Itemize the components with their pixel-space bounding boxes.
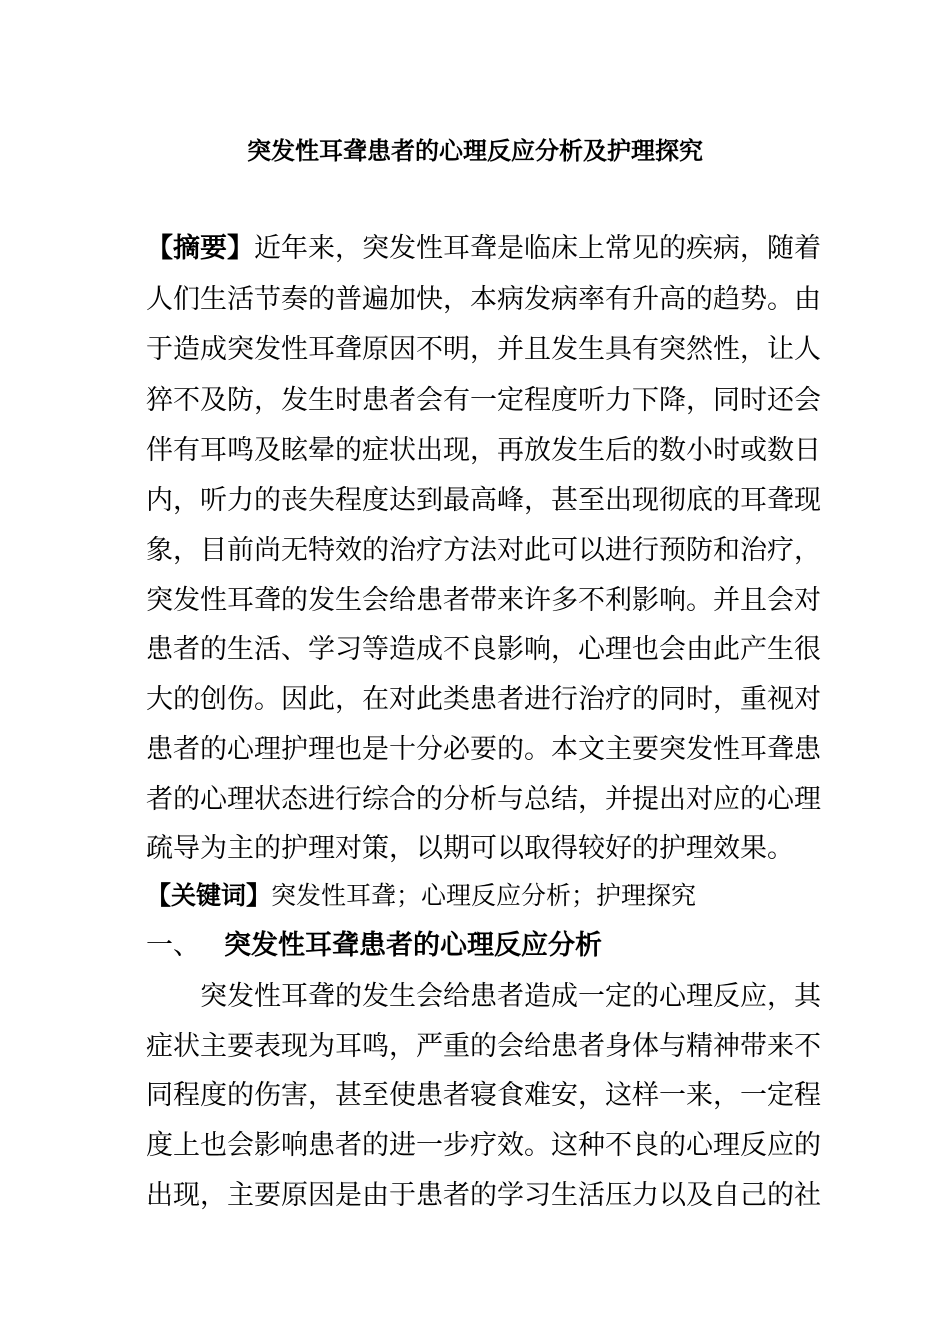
abstract-line-5: 伴有耳鸣及眩晕的症状出现，再放发生后的数小时或数日 [146,435,821,466]
section-paragraph-line-3: 同程度的伤害，甚至使患者寝食难安，这样一来，一定程 [146,1080,821,1111]
abstract-line-12: 者的心理状态进行综合的分析与总结，并提出对应的心理 [146,784,821,815]
abstract-line-8: 突发性耳聋的发生会给患者带来许多不利影响。并且会对 [146,585,821,616]
abstract-line-2: 人们生活节奏的普遍加快，本病发病率有升高的趋势。由 [146,284,821,315]
abstract-line-1 [146,229,821,269]
section-paragraph-line-1: 突发性耳聋的发生会给患者造成一定的心理反应，其 [200,981,821,1012]
abstract-label: 【摘要】 [146,233,254,264]
section-number: 一、 [146,930,200,961]
abstract-line-9: 患者的生活、学习等造成不良影响，心理也会由此产生很 [146,634,821,665]
keywords-text: 突发性耳聋；心理反应分析；护理探究 [271,881,697,910]
abstract-line-7: 象，目前尚无特效的治疗方法对此可以进行预防和治疗， [146,535,821,566]
keywords-label: 【关键词】 [146,881,272,910]
section-title: 突发性耳聋患者的心理反应分析 [224,930,602,961]
abstract-line-4: 猝不及防，发生时患者会有一定程度听力下降，同时还会 [146,385,821,416]
section-heading [146,926,602,966]
document-title: 突发性耳聋患者的心理反应分析及护理探究 [247,136,703,165]
section-paragraph-line-4: 度上也会影响患者的进一步疗效。这种不良的心理反应的 [146,1130,821,1161]
abstract-line-13: 疏导为主的护理对策，以期可以取得较好的护理效果。 [146,833,794,864]
section-paragraph-line-5: 出现，主要原因是由于患者的学习生活压力以及自己的社 [146,1180,821,1211]
abstract-line-11: 患者的心理护理也是十分必要的。本文主要突发性耳聋患 [146,734,821,765]
abstract-text: 近年来，突发性耳聋是临床上常见的疾病，随着 [254,233,821,264]
abstract-line-6: 内，听力的丧失程度达到最高峰，甚至出现彻底的耳聋现 [146,485,821,516]
section-paragraph-line-2: 症状主要表现为耳鸣，严重的会给患者身体与精神带来不 [146,1031,821,1062]
abstract-line-10: 大的创伤。因此，在对此类患者进行治疗的同时，重视对 [146,684,821,715]
abstract-line-3: 于造成突发性耳聋原因不明，并且发生具有突然性，让人 [146,334,821,365]
keywords-line [146,876,696,916]
